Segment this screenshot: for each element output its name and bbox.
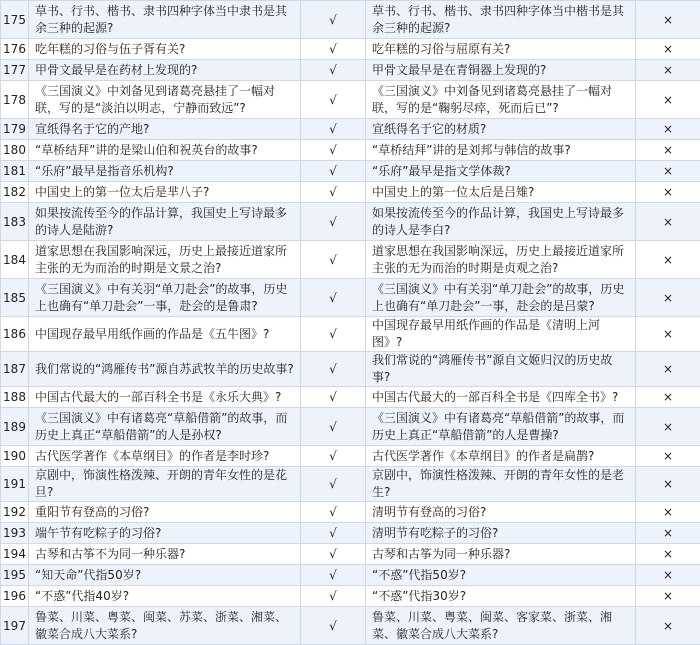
row-number: 182 bbox=[1, 182, 29, 203]
correct-mark: √ bbox=[301, 607, 366, 645]
incorrect-statement: 《三国演义》中有诸葛亮“草船借箭”的故事，而历史上真正“草船借箭”的人是曹操? bbox=[366, 408, 636, 446]
incorrect-statement: 草书、行书、楷书、隶书四种字体当中楷书是其余三种的起源? bbox=[366, 1, 636, 39]
row-number: 178 bbox=[1, 81, 29, 119]
incorrect-statement: 宣纸得名于它的材质? bbox=[366, 119, 636, 140]
incorrect-statement: 京剧中，饰演性格泼辣、开朗的青年女性的是老生? bbox=[366, 467, 636, 502]
correct-mark: √ bbox=[301, 467, 366, 502]
row-number: 175 bbox=[1, 1, 29, 39]
incorrect-mark: × bbox=[636, 565, 700, 586]
correct-statement: 重阳节有登高的习俗? bbox=[29, 502, 301, 523]
correct-statement: “知天命”代指50岁? bbox=[29, 565, 301, 586]
correct-mark: √ bbox=[301, 586, 366, 607]
correct-mark: √ bbox=[301, 502, 366, 523]
incorrect-mark: × bbox=[636, 523, 700, 544]
incorrect-statement: “不惑”代指30岁? bbox=[366, 586, 636, 607]
table-row bbox=[1, 565, 700, 586]
table-row bbox=[1, 586, 700, 607]
correct-mark: √ bbox=[301, 241, 366, 279]
table-row bbox=[1, 241, 700, 279]
row-number: 183 bbox=[1, 203, 29, 241]
table-row bbox=[1, 203, 700, 241]
correct-mark: √ bbox=[301, 317, 366, 352]
row-number: 193 bbox=[1, 523, 29, 544]
table-row bbox=[1, 446, 700, 467]
correct-mark: √ bbox=[301, 203, 366, 241]
incorrect-mark: × bbox=[636, 119, 700, 140]
row-number: 176 bbox=[1, 39, 29, 60]
incorrect-statement: “不惑”代指50岁? bbox=[366, 565, 636, 586]
table-row bbox=[1, 161, 700, 182]
correct-statement: 中国古代最大的一部百科全书是《永乐大典》? bbox=[29, 387, 301, 408]
row-number: 186 bbox=[1, 317, 29, 352]
incorrect-statement: 道家思想在我国影响深远，历史上最接近道家所主张的无为而治的时期是贞观之治? bbox=[366, 241, 636, 279]
incorrect-mark: × bbox=[636, 81, 700, 119]
incorrect-mark: × bbox=[636, 586, 700, 607]
incorrect-mark: × bbox=[636, 241, 700, 279]
row-number: 185 bbox=[1, 279, 29, 317]
correct-statement: “不惑”代指40岁? bbox=[29, 586, 301, 607]
incorrect-statement: 中国史上的第一位太后是吕雉? bbox=[366, 182, 636, 203]
incorrect-statement: 吃年糕的习俗与屈原有关? bbox=[366, 39, 636, 60]
correct-mark: √ bbox=[301, 279, 366, 317]
correct-mark: √ bbox=[301, 446, 366, 467]
incorrect-statement: 鲁菜、川菜、粤菜、闽菜、客家菜、浙菜、湘菜、徽菜合成八大菜系? bbox=[366, 607, 636, 645]
incorrect-mark: × bbox=[636, 60, 700, 81]
incorrect-statement: 古代医学著作《本草纲目》的作者是扁鹊? bbox=[366, 446, 636, 467]
table-row bbox=[1, 119, 700, 140]
row-number: 194 bbox=[1, 544, 29, 565]
incorrect-mark: × bbox=[636, 279, 700, 317]
correct-statement: 草书、行书、楷书、隶书四种字体当中隶书是其余三种的起源? bbox=[29, 1, 301, 39]
table-row bbox=[1, 502, 700, 523]
row-number: 187 bbox=[1, 352, 29, 387]
correct-statement: 《三国演义》中有诸葛亮“草船借箭”的故事，而历史上真正“草船借箭”的人是孙权? bbox=[29, 408, 301, 446]
quiz-table-body bbox=[1, 1, 700, 645]
incorrect-mark: × bbox=[636, 387, 700, 408]
table-row bbox=[1, 607, 700, 645]
row-number: 195 bbox=[1, 565, 29, 586]
incorrect-mark: × bbox=[636, 408, 700, 446]
correct-mark: √ bbox=[301, 119, 366, 140]
correct-mark: √ bbox=[301, 544, 366, 565]
incorrect-mark: × bbox=[636, 446, 700, 467]
row-number: 189 bbox=[1, 408, 29, 446]
row-number: 191 bbox=[1, 467, 29, 502]
table-row bbox=[1, 352, 700, 387]
correct-mark: √ bbox=[301, 565, 366, 586]
correct-statement: 中国现存最早用纸作画的作品是《五牛图》? bbox=[29, 317, 301, 352]
table-row bbox=[1, 60, 700, 81]
incorrect-mark: × bbox=[636, 39, 700, 60]
correct-mark: √ bbox=[301, 161, 366, 182]
correct-mark: √ bbox=[301, 408, 366, 446]
row-number: 180 bbox=[1, 140, 29, 161]
correct-mark: √ bbox=[301, 352, 366, 387]
incorrect-statement: 如果按流传至今的作品计算，我国史上写诗最多的诗人是李白? bbox=[366, 203, 636, 241]
table-row bbox=[1, 182, 700, 203]
incorrect-statement: 中国现存最早用纸作画的作品是《清明上河图》? bbox=[366, 317, 636, 352]
table-row bbox=[1, 523, 700, 544]
table-row bbox=[1, 387, 700, 408]
row-number: 188 bbox=[1, 387, 29, 408]
incorrect-mark: × bbox=[636, 352, 700, 387]
row-number: 197 bbox=[1, 607, 29, 645]
row-number: 177 bbox=[1, 60, 29, 81]
incorrect-statement: 《三国演义》中刘备见到诸葛亮悬挂了一幅对联，写的是“鞠躬尽瘁，死而后已”? bbox=[366, 81, 636, 119]
correct-statement: 甲骨文最早是在药材上发现的? bbox=[29, 60, 301, 81]
correct-statement: “乐府”最早是指音乐机构? bbox=[29, 161, 301, 182]
correct-statement: 端午节有吃粽子的习俗? bbox=[29, 523, 301, 544]
table-row bbox=[1, 140, 700, 161]
incorrect-statement: “草桥结拜”讲的是刘邦与韩信的故事? bbox=[366, 140, 636, 161]
row-number: 190 bbox=[1, 446, 29, 467]
correct-statement: 中国史上的第一位太后是芈八子? bbox=[29, 182, 301, 203]
table-row bbox=[1, 1, 700, 39]
incorrect-mark: × bbox=[636, 544, 700, 565]
incorrect-statement: 中国古代最大的一部百科全书是《四库全书》? bbox=[366, 387, 636, 408]
incorrect-mark: × bbox=[636, 317, 700, 352]
row-number: 181 bbox=[1, 161, 29, 182]
correct-statement: 鲁菜、川菜、粤菜、闽菜、苏菜、浙菜、湘菜、徽菜合成八大菜系? bbox=[29, 607, 301, 645]
correct-mark: √ bbox=[301, 1, 366, 39]
correct-statement: 我们常说的“鸿雁传书”源自苏武牧羊的历史故事? bbox=[29, 352, 301, 387]
incorrect-mark: × bbox=[636, 607, 700, 645]
row-number: 196 bbox=[1, 586, 29, 607]
correct-statement: 古琴和古筝不为同一种乐器? bbox=[29, 544, 301, 565]
incorrect-statement: “乐府”最早是指文学体裁? bbox=[366, 161, 636, 182]
correct-mark: √ bbox=[301, 60, 366, 81]
row-number: 192 bbox=[1, 502, 29, 523]
table-row bbox=[1, 544, 700, 565]
table-row bbox=[1, 39, 700, 60]
incorrect-mark: × bbox=[636, 140, 700, 161]
incorrect-mark: × bbox=[636, 1, 700, 39]
incorrect-statement: 清明节有吃粽子的习俗? bbox=[366, 523, 636, 544]
incorrect-statement: 我们常说的“鸿雁传书”源自文姬归汉的历史故事? bbox=[366, 352, 636, 387]
incorrect-mark: × bbox=[636, 467, 700, 502]
correct-statement: 宣纸得名于它的产地? bbox=[29, 119, 301, 140]
incorrect-statement: 甲骨文最早是在青铜器上发现的? bbox=[366, 60, 636, 81]
table-row bbox=[1, 81, 700, 119]
correct-mark: √ bbox=[301, 39, 366, 60]
incorrect-mark: × bbox=[636, 161, 700, 182]
correct-statement: 《三国演义》中有关羽“单刀赴会”的故事，历史上也确有“单刀赴会”一事，赴会的是鲁肃? bbox=[29, 279, 301, 317]
incorrect-statement: 清明节有登高的习俗? bbox=[366, 502, 636, 523]
correct-statement: 道家思想在我国影响深远，历史上最接近道家所主张的无为而治的时期是文景之治? bbox=[29, 241, 301, 279]
correct-mark: √ bbox=[301, 182, 366, 203]
correct-statement: 如果按流传至今的作品计算，我国史上写诗最多的诗人是陆游? bbox=[29, 203, 301, 241]
table-row bbox=[1, 408, 700, 446]
table-row bbox=[1, 279, 700, 317]
table-row bbox=[1, 317, 700, 352]
table-row bbox=[1, 467, 700, 502]
correct-statement: 古代医学著作《本草纲目》的作者是李时珍? bbox=[29, 446, 301, 467]
incorrect-mark: × bbox=[636, 203, 700, 241]
incorrect-statement: 古琴和古筝为同一种乐器? bbox=[366, 544, 636, 565]
row-number: 184 bbox=[1, 241, 29, 279]
row-number: 179 bbox=[1, 119, 29, 140]
correct-mark: √ bbox=[301, 523, 366, 544]
correct-mark: √ bbox=[301, 81, 366, 119]
incorrect-statement: 《三国演义》中有关羽“单刀赴会”的故事，历史上也确有“单刀赴会”一事，赴会的是吕蒙? bbox=[366, 279, 636, 317]
correct-mark: √ bbox=[301, 140, 366, 161]
correct-statement: “草桥结拜”讲的是梁山伯和祝英台的故事? bbox=[29, 140, 301, 161]
correct-statement: 《三国演义》中刘备见到诸葛亮悬挂了一幅对联，写的是“淡泊以明志，宁静而致远”? bbox=[29, 81, 301, 119]
correct-mark: √ bbox=[301, 387, 366, 408]
correct-statement: 京剧中，饰演性格泼辣、开朗的青年女性的是花旦? bbox=[29, 467, 301, 502]
correct-statement: 吃年糕的习俗与伍子胥有关? bbox=[29, 39, 301, 60]
incorrect-mark: × bbox=[636, 502, 700, 523]
incorrect-mark: × bbox=[636, 182, 700, 203]
